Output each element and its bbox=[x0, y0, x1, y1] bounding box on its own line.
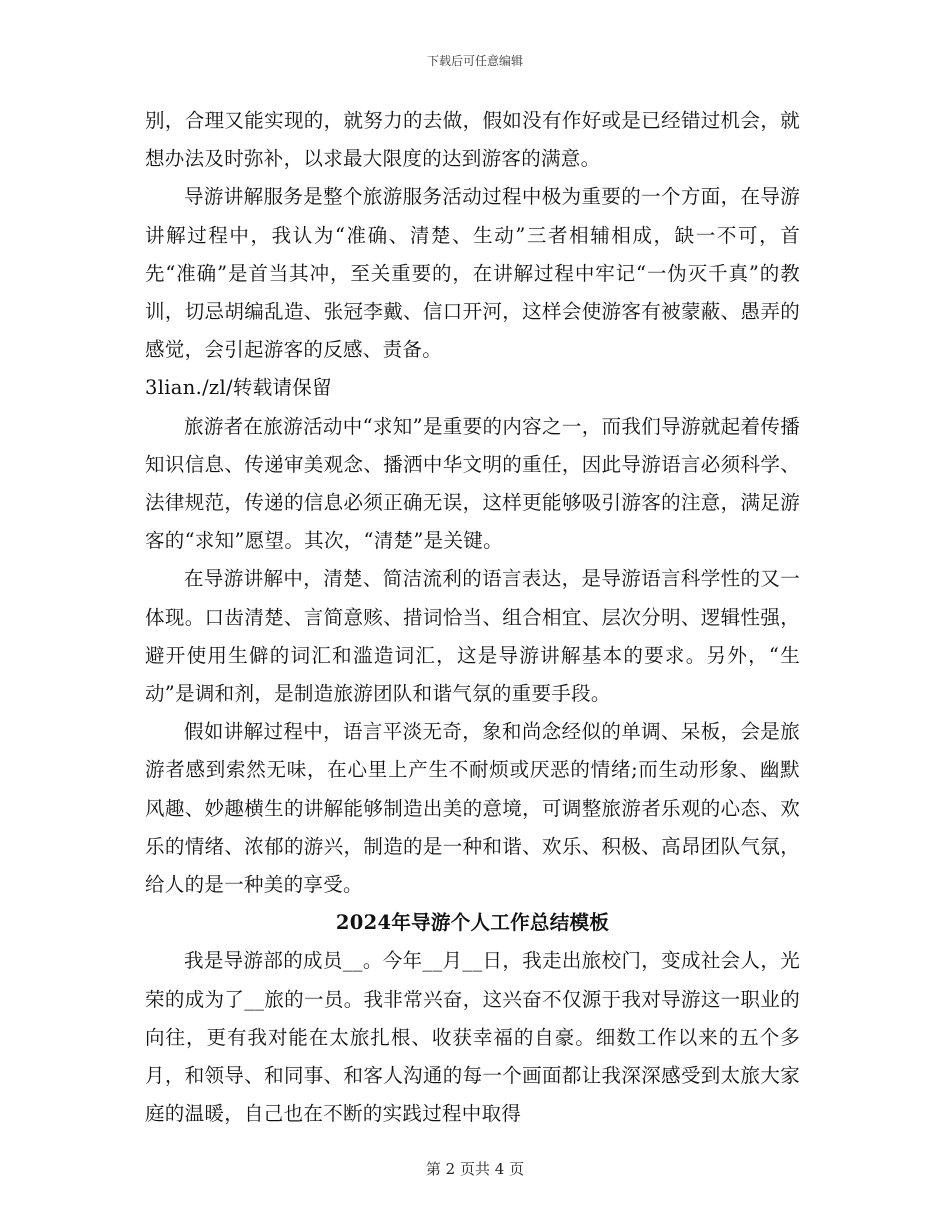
paragraph-explanation-service: 导游讲解服务是整个旅游服务活动过程中极为重要的一个方面，在导游讲解过程中，我认为“准确、清楚、生动”三者相辅相成，缺一不可，首先“准确”是首当其冲，至关重要的，在讲解过程中牢记“一伪灭千真”的教训，切忌胡编乱造、张冠李戴、信口开河，这样会使游客有被蒙蔽、愚弄的感觉，会引起游客的反感、责备。 bbox=[145, 185, 800, 362]
page-header: 下载后可任意编辑 bbox=[426, 54, 523, 68]
paragraph-introduction: 我是导游部的成员__。今年__月__日，我走出旅校门，变成社会人，光荣的成为了__旅的一员。我非常兴奋，这兴奋不仅源于我对导游这一职业的向往，更有我对能在太旅扎根、收获幸福的自豪。细数工作以来的五个多月，和领导、和同事、和客人沟通的每一个画面都让我深深感受到太旅大家庭的温暖，自己也在不断的实践过程中取得 bbox=[145, 949, 800, 1126]
paragraph-knowledge: 旅游者在旅游活动中“求知”是重要的内容之一，而我们导游就起着传播知识信息、传递审美观念、播洒中华文明的重任，因此导游语言必须科学、法律规范，传递的信息必须正确无误，这样更能够吸引游客的注意，满足游客的“求知”愿望。其次，“清楚”是关键。 bbox=[145, 414, 800, 553]
paragraph-source-note: 3lian./zl/转载请保留 bbox=[145, 376, 332, 400]
page-footer: 第 2 页共 4 页 bbox=[425, 1160, 525, 1178]
paragraph-clarity: 在导游讲解中，清楚、简洁流利的语言表达，是导游语言科学性的又一体现。口齿清楚、言简意赅、措词恰当、组合相宜、层次分明、逻辑性强，避开使用生僻的词汇和滥造词汇，这是导游讲解基本的要求。另外，“生动”是调和剂，是制造旅游团队和谐气氛的重要手段。 bbox=[145, 567, 800, 706]
paragraph-continuation: 别，合理又能实现的，就努力的去做，假如没有作好或是已经错过机会，就想办法及时弥补，以求最大限度的达到游客的满意。 bbox=[145, 109, 800, 171]
section-title: 2024年导游个人工作总结模板 bbox=[335, 911, 610, 935]
paragraph-vividness: 假如讲解过程中，语言平淡无奇，象和尚念经似的单调、呆板，会是旅游者感到索然无味，在心里上产生不耐烦或厌恶的情绪;而生动形象、幽默风趣、妙趣横生的讲解能够制造出美的意境，可调整旅游者乐观的心态、欢乐的情绪、浓郁的游兴，制造的是一种和谐、欢乐、积极、高昂团队气氛，给人的是一种美的享受。 bbox=[145, 720, 800, 897]
document-body bbox=[145, 102, 800, 1133]
